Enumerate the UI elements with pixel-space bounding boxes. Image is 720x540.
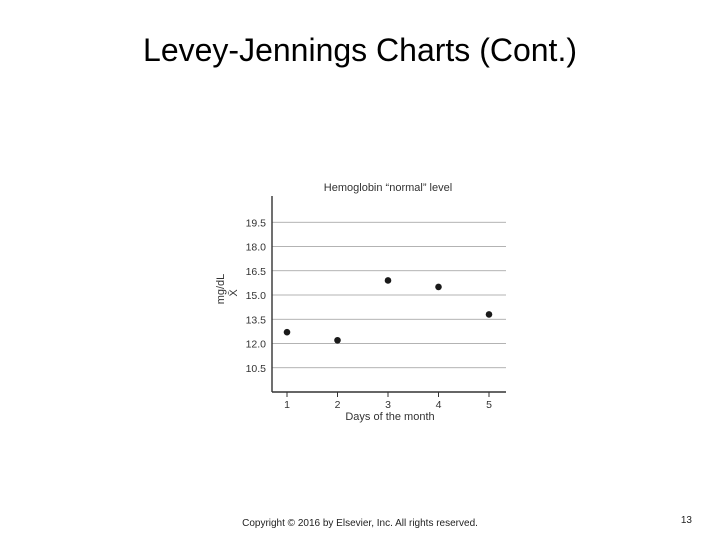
x-tick-label: 4 bbox=[435, 399, 442, 411]
y-tick-label: 10.5 bbox=[245, 362, 266, 375]
data-point bbox=[385, 277, 392, 284]
chart-svg bbox=[200, 172, 520, 432]
data-points bbox=[284, 277, 493, 343]
levey-jennings-chart bbox=[200, 172, 520, 432]
y-axis-mean-symbol: X̄ bbox=[228, 289, 240, 297]
grid-lines bbox=[272, 222, 506, 368]
y-tick-label: 15.0 bbox=[245, 290, 266, 302]
axes bbox=[272, 196, 506, 392]
copyright-notice: Copyright © 2016 by Elsevier, Inc. All rights reserved. bbox=[242, 518, 478, 529]
slide-title: Levey-Jennings Charts (Cont.) bbox=[143, 32, 577, 68]
data-point bbox=[284, 329, 291, 336]
x-tick-label: 2 bbox=[334, 399, 341, 411]
y-tick-label: 19.5 bbox=[245, 217, 266, 230]
y-tick-label: 18.0 bbox=[245, 241, 266, 254]
y-tick-label: 13.5 bbox=[245, 314, 266, 327]
x-tick-labels bbox=[284, 392, 492, 411]
y-tick-label: 16.5 bbox=[245, 265, 266, 278]
data-point bbox=[435, 284, 442, 291]
slide-number: 13 bbox=[680, 515, 692, 526]
x-tick-label: 1 bbox=[284, 399, 290, 411]
y-tick-labels bbox=[246, 217, 267, 375]
data-point bbox=[334, 337, 341, 344]
chart-title: Hemoglobin “normal” level bbox=[323, 182, 453, 194]
x-axis-label: Days of the month bbox=[345, 411, 435, 423]
y-axis-label: mg/dL bbox=[215, 273, 227, 305]
y-tick-label: 12.0 bbox=[245, 338, 266, 351]
data-point bbox=[486, 311, 493, 318]
x-tick-label: 3 bbox=[385, 399, 391, 411]
x-tick-label: 5 bbox=[486, 399, 492, 411]
